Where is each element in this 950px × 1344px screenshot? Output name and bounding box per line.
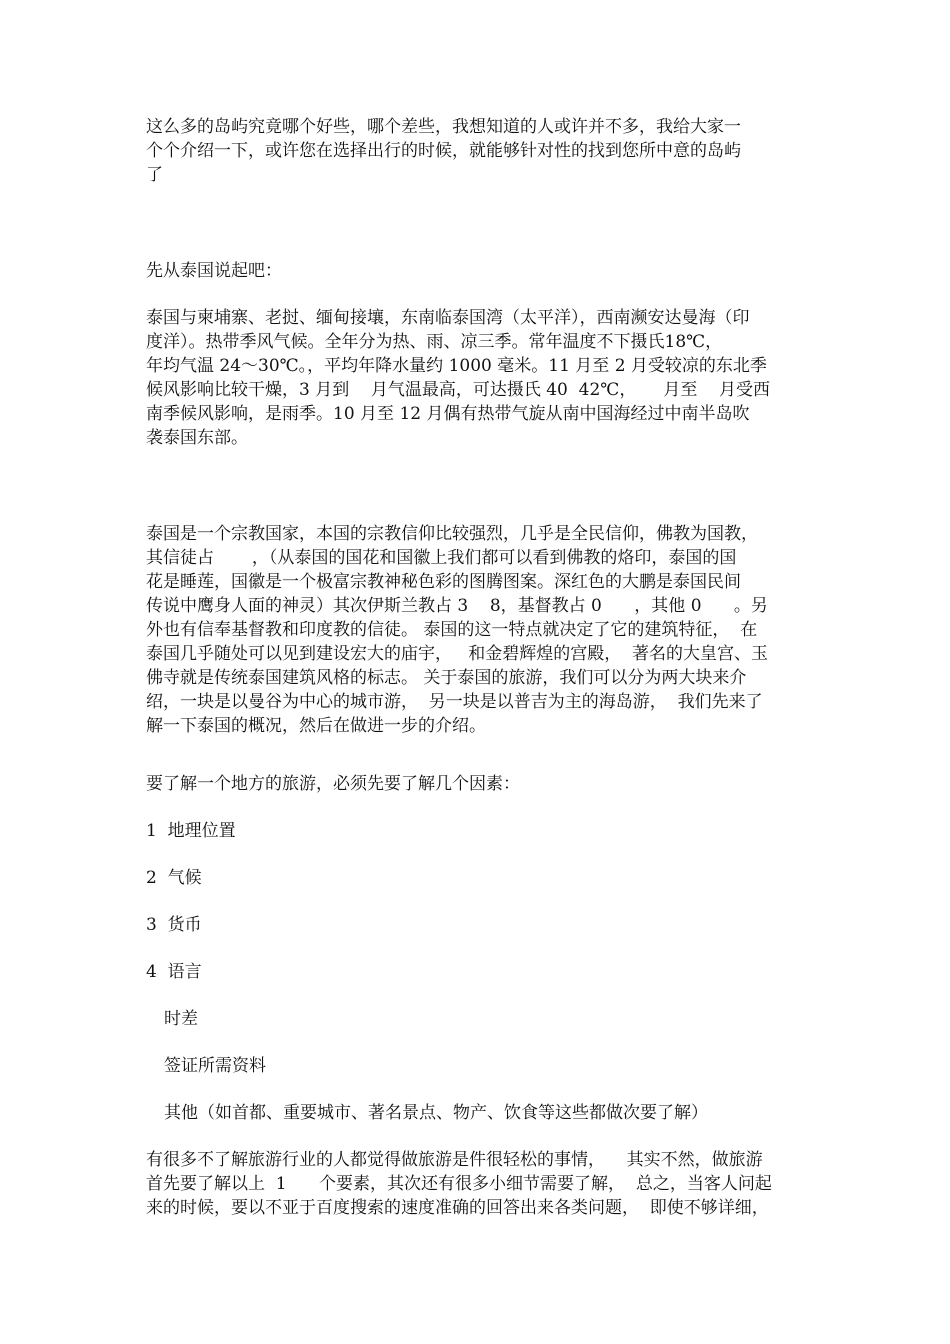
factor-item: 签证所需资料 (164, 1056, 266, 1076)
religion-line: 传说中鹰身人面的神灵）其次伊斯兰教占 3 8，基督教占 0 ，其他 0 。另 (146, 596, 768, 616)
geography-line: 泰国与柬埔寨、老挝、缅甸接壤，东南临泰国湾（太平洋），西南濒安达曼海（印 (146, 308, 750, 328)
religion-line: 泰国几乎随处可以见到建设宏大的庙宇， 和金碧辉煌的宫殿， 著名的大皇宫、玉 (146, 644, 769, 664)
geography-paragraph (146, 306, 811, 450)
intro-line: 这么多的岛屿究竟哪个好些，哪个差些，我想知道的人或许并不多，我给大家一 (146, 117, 741, 137)
geography-line: 南季候风影响，是雨季。10 月至 12 月偶有热带气旋从南中国海经过中南半岛吹 (146, 404, 750, 424)
factors-intro: 要了解一个地方的旅游，必须先要了解几个因素： (146, 774, 520, 794)
religion-line: 花是睡莲，国徽是一个极富宗教神秘色彩的图腾图案。深红色的大鹏是泰国民间 (146, 572, 741, 592)
factor-item: 3 货币 (146, 915, 202, 935)
intro-paragraph (146, 115, 811, 187)
factor-item: 4 语言 (146, 962, 202, 982)
religion-line: 其信徒占 ，（从泰国的国花和国徽上我们都可以看到佛教的烙印，泰国的国 (146, 548, 737, 568)
closing-paragraph (146, 1148, 811, 1220)
geography-line: 度洋）。热带季风气候。全年分为热、雨、凉三季。常年温度不下摄氏18℃， (146, 332, 723, 352)
closing-line: 首先要了解以上 1 个要素，其次还有很多小细节需要了解， 总之，当客人问起 (146, 1174, 772, 1194)
religion-line: 泰国是一个宗教国家，本国的宗教信仰比较强烈，几乎是全民信仰，佛教为国教， (146, 524, 758, 544)
factor-item: 其他（如首都、重要城市、著名景点、物产、饮食等这些都做次要了解） (164, 1103, 708, 1123)
geography-line: 候风影响比较干燥，3 月到 月气温最高，可达摄氏 40 42℃， 月至 月受西 (146, 380, 770, 400)
intro-line: 了 (146, 165, 163, 185)
geography-line: 袭泰国东部。 (146, 428, 248, 448)
closing-line: 来的时候，要以不亚于百度搜索的速度准确的回答出来各类问题， 即使不够详细， (146, 1198, 769, 1218)
religion-line: 绍，一块是以曼谷为中心的城市游， 另一块是以普吉为主的海岛游， 我们先来了 (146, 692, 763, 712)
religion-line: 解一下泰国的概况，然后在做进一步的介绍。 (146, 716, 486, 736)
religion-line: 佛寺就是传统泰国建筑风格的标志。 关于泰国的旅游，我们可以分为两大块来介 (146, 668, 747, 688)
factor-item: 1 地理位置 (146, 821, 236, 841)
intro-line: 个个介绍一下，或许您在选择出行的时候，就能够针对性的找到您所中意的岛屿 (146, 141, 741, 161)
factor-item: 时差 (164, 1009, 198, 1029)
closing-line: 有很多不了解旅游行业的人都觉得做旅游是件很轻松的事情， 其实不然，做旅游 (146, 1150, 763, 1170)
religion-line: 外也有信奉基督教和印度教的信徒。 泰国的这一特点就决定了它的建筑特征， 在 (146, 620, 758, 640)
geography-line: 年均气温 24～30℃。，平均年降水量约 1000 毫米。11 月至 2 月受较凉的东北季 (146, 356, 767, 376)
section-intro-line: 先从泰国说起吧： (146, 261, 282, 281)
religion-paragraph (146, 522, 811, 738)
factor-item: 2 气候 (146, 868, 202, 888)
